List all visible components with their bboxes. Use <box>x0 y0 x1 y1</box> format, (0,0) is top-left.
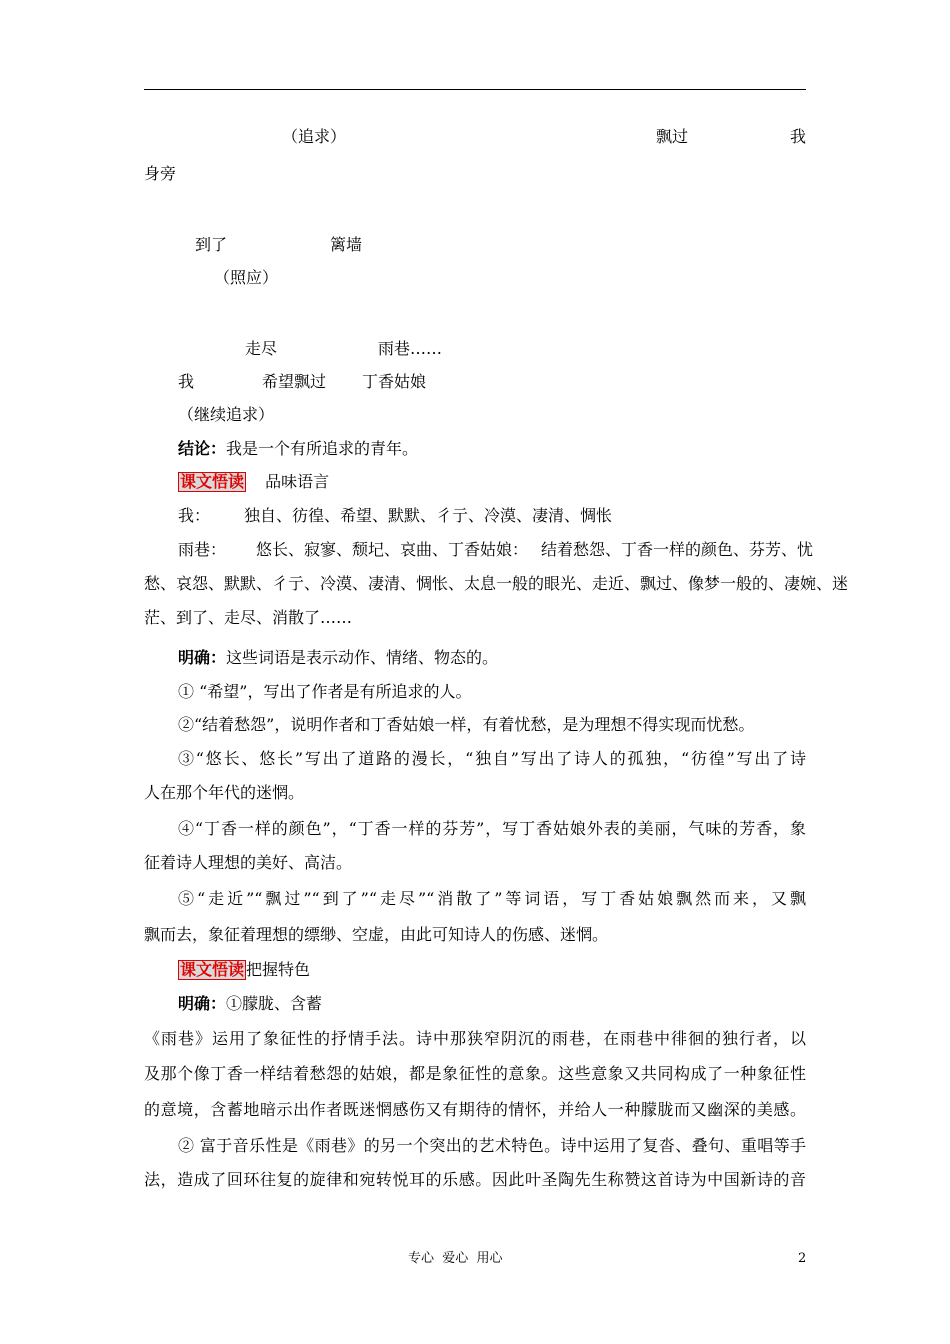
word-piaoguo: 飘过 <box>656 127 689 146</box>
words-wo-line <box>178 506 612 526</box>
words-yuxiang-label: 雨巷： <box>178 540 227 559</box>
word-jixu: （继续追求） <box>178 405 275 424</box>
explain-p1: ① “希望”，写出了作者是有所追求的人。 <box>178 682 472 701</box>
words-wo-label: 我： <box>178 506 211 525</box>
word-daole: 到了 <box>195 235 228 254</box>
word-dingxiang: 丁香姑娘 <box>362 372 427 391</box>
section-tag-2: 课文悟读 <box>180 960 245 979</box>
word-yuxiang: 雨巷…… <box>378 339 443 358</box>
words-line-2: 愁、哀怨、默默、彳亍、冷漠、凄清、惆怅、太息一般的眼光、走近、飘过、像梦一般的、凄婉、迷 <box>144 574 849 593</box>
explain-p3a: ③“悠长、悠长”写出了道路的漫长，“独自”写出了诗人的孤独，“彷徨”写出了诗 <box>178 749 806 768</box>
words-line-3: 茫、到了、走尽、消散了…… <box>144 608 353 627</box>
section-heading-1 <box>178 472 329 492</box>
features-para1a: 《雨巷》运用了象征性的抒情手法。诗中那狭窄阴沉的雨巷，在雨巷中徘徊的独行者，以 <box>144 1029 806 1048</box>
section-heading-2 <box>178 960 310 980</box>
features-para2a: ② 富于音乐性是《雨巷》的另一个突出的艺术特色。诗中运用了复沓、叠句、重唱等手 <box>178 1136 806 1155</box>
conclusion-text: 我是一个有所追求的青年。 <box>226 439 419 458</box>
features-para1b: 及那个像丁香一样结着愁怨的姑娘，都是象征性的意象。这些意象又共同构成了一种象征性 <box>144 1064 806 1083</box>
section-tag-1: 课文悟读 <box>180 472 245 491</box>
words-yuxiang-line <box>178 540 528 560</box>
word-xiwang: 希望飘过 <box>262 372 327 391</box>
features-label: 明确： <box>178 994 227 1013</box>
conclusion-line <box>178 439 418 459</box>
conclusion-label: 结论： <box>178 439 227 458</box>
explain-p4a: ④“丁香一样的颜色”，“丁香一样的芬芳”，写丁香姑娘外表的美丽，气味的芳香，象 <box>178 819 806 838</box>
explain-intro <box>178 648 498 668</box>
word-wo-1: 我 <box>790 127 807 146</box>
features-line <box>178 994 322 1014</box>
explain-p3b: 人在那个年代的迷惘。 <box>144 783 305 802</box>
header-rule <box>144 89 806 90</box>
explain-label: 明确： <box>178 648 227 667</box>
words-guniang-list: 结着愁怨、丁香一样的颜色、芬芳、忧 <box>541 540 814 559</box>
word-zoujin: 走尽 <box>245 339 278 358</box>
word-zhaoying: （照应） <box>214 268 279 287</box>
section-title-1: 品味语言 <box>265 472 330 491</box>
features-f1: ①朦胧、含蓄 <box>226 994 323 1013</box>
explain-p4b: 征着诗人理想的美好、高洁。 <box>144 853 353 872</box>
explain-intro-text: 这些词语是表示动作、情绪、物态的。 <box>226 648 499 667</box>
explain-p5b: 飘而去，象征着理想的缥缈、空虚，由此可知诗人的伤感、迷惘。 <box>144 925 609 944</box>
footer-motto: 专心 爱心 用心 <box>408 1251 503 1266</box>
words-yuxiang-list: 悠长、寂寥、颓圮、哀曲、丁香姑娘： <box>256 540 529 559</box>
explain-p2: ②“结着愁怨”，说明作者和丁香姑娘一样，有着忧愁，是为理想不得实现而忧愁。 <box>178 715 755 734</box>
section-title-2: 把握特色 <box>246 960 311 979</box>
word-liqiang: 篱墙 <box>330 235 363 254</box>
words-wo-list: 独自、彷徨、希望、默默、彳亍、冷漠、凄清、惆怅 <box>244 506 613 525</box>
word-zhuiqiu: （追求） <box>282 127 347 146</box>
features-para1c: 的意境，含蓄地暗示出作者既迷惘感伤又有期待的情怀，并给人一种朦胧而又幽深的美感。 <box>144 1100 806 1119</box>
page-number: 2 <box>798 1251 807 1266</box>
word-wo-2: 我 <box>178 372 195 391</box>
explain-p5a: ⑤“走近”“飘过”“到了”“走尽”“消散了”等词语，写丁香姑娘飘然而来，又飘 <box>178 889 806 908</box>
word-shenpang: 身旁 <box>144 164 177 183</box>
features-para2b: 法，造成了回环往复的旋律和宛转悦耳的乐感。因此叶圣陶先生称赞这首诗为中国新诗的音 <box>144 1170 806 1189</box>
